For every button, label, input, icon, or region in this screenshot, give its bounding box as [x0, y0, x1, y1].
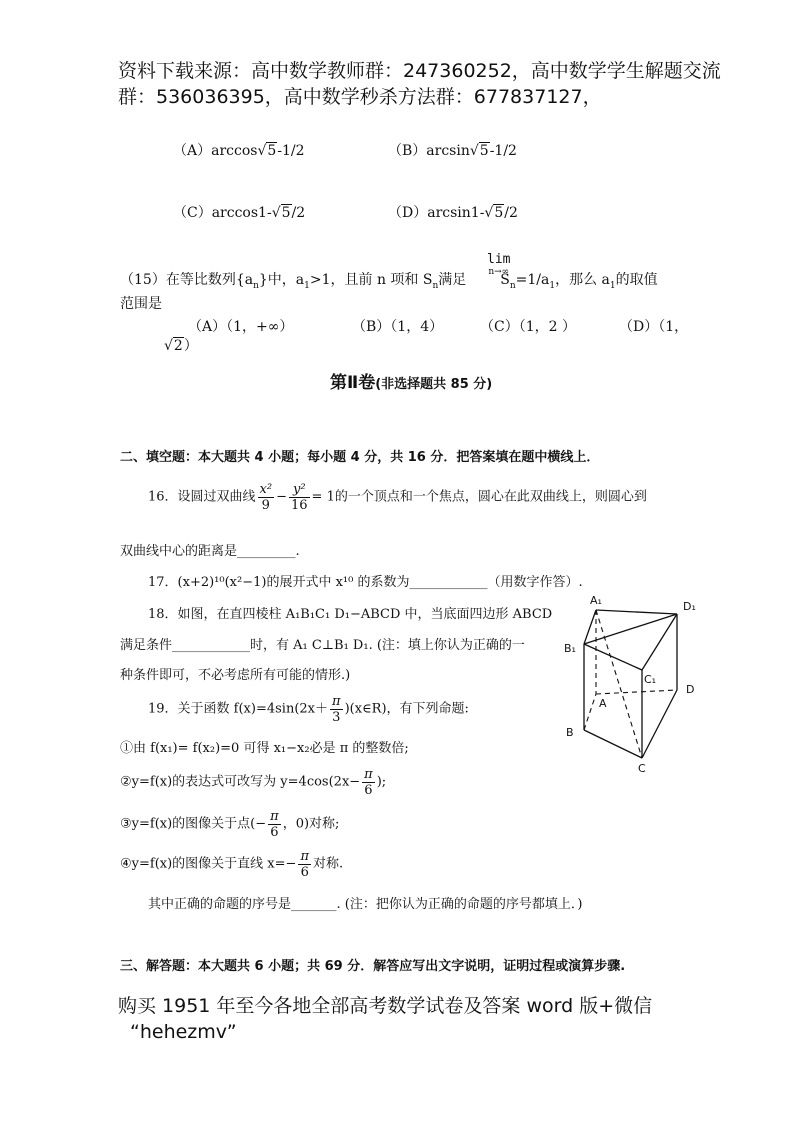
edge-c1d1	[642, 614, 677, 670]
footer-line-1: 购买 1951 年至今各地全部高考数学试卷及答案 word 版+微信	[118, 995, 653, 1017]
section2-heading: 二、填空题：本大题共 4 小题；每小题 4 分，共 16 分．把答案填在题中横线上．	[120, 450, 600, 465]
edge-a1d1	[596, 610, 677, 614]
sqrt-symbol: √	[484, 205, 494, 221]
q19-stem: 19．关于函数 f(x)=4sin(2x＋ $\frac{\pi}{3}$ )(x∈R)，有下列命题:	[148, 694, 469, 725]
part2-title: 第Ⅱ卷(非选择题共 85 分)	[330, 373, 493, 393]
q19-item-3: ③y=f(x)的图像关于点(− $\frac{\pi}{6}$ ，0)对称;	[120, 809, 340, 840]
q14-option-b: （B）arcsin√5-1/2	[388, 143, 517, 159]
fraction: $\frac{\pi}{3}$	[332, 694, 341, 725]
sqrt-symbol: √	[469, 143, 479, 159]
label-a1: A₁	[590, 594, 602, 607]
label-d1: D₁	[683, 600, 696, 613]
header-line-2: 群：536036395，高中数学秒杀方法群：677837127，	[118, 86, 602, 108]
q18-line-3: 种条件即可，不必考虑所有可能的情形.)	[120, 668, 351, 683]
q15-limit: lim n→∞	[487, 252, 511, 277]
q18-line-1: 18．如图，在直四棱柱 A₁B₁C₁ D₁−ABCD 中，当底面四边形 ABCD	[148, 607, 553, 622]
sqrt-symbol: √	[257, 143, 267, 159]
q17-text: 17．(x+2)¹⁰(x²−1)的展开式中 x¹⁰ 的系数为____________（用数字作答）.	[148, 575, 583, 590]
edge-ad-hidden	[596, 690, 677, 694]
q16-line-2: 双曲线中心的距离是_________.	[120, 544, 300, 559]
q15-option-d: （D）（1，	[619, 319, 689, 335]
prism-figure	[560, 590, 710, 775]
sqrt-symbol: √	[271, 205, 281, 221]
edge-a1b1	[584, 610, 596, 644]
q15-option-a: （A）（1，+∞）	[188, 319, 294, 335]
q15-option-d-cont: √2）	[164, 338, 198, 354]
label-b: B	[566, 726, 574, 739]
q19-item-2: ②y=f(x)的表达式可改写为 y=4cos(2x− $\frac{\pi}{6}$ );	[120, 767, 387, 798]
label-d: D	[686, 683, 695, 696]
label-c: C	[638, 762, 646, 775]
sqrt-symbol: √	[164, 338, 173, 354]
q19-item-4: ④y=f(x)的图像关于直线 x=− $\frac{\pi}{6}$ 对称.	[120, 849, 344, 880]
fraction: $\frac{\text{x²}}{9}$	[259, 482, 273, 513]
label-a: A	[599, 697, 607, 710]
q15-option-b: （B）（1，4）	[352, 319, 444, 335]
q15-line-2: 范围是	[120, 296, 162, 312]
fraction: $\frac{\text{y²}}{16}$	[291, 482, 308, 513]
edge-cd	[642, 690, 677, 758]
label-b1: B₁	[564, 642, 576, 655]
footer-line-2: “hehezmv”	[130, 1021, 237, 1043]
header-line-1: 资料下载来源：高中数学教师群：247360252，高中数学学生解题交流	[118, 60, 721, 82]
q14-option-c: （C）arccos1-√5/2	[173, 205, 306, 221]
fraction: $\frac{\pi}{6}$	[364, 767, 373, 798]
section3-heading: 三、解答题：本大题共 6 小题；共 69 分．解答应写出文字说明，证明过程或演算步骤.	[120, 959, 626, 974]
edge-bc	[584, 730, 642, 758]
q15-stem: （15）在等比数列$\{a_n\}$中，$a_1>1$，且前 n 项和 $S_n$满足 $S_n=1/a_1$，那么 $a_1$的取值	[120, 272, 658, 291]
q14-option-a: （A）arccos√5-1/2	[173, 143, 305, 159]
fraction: $\frac{\pi}{6}$	[300, 849, 309, 880]
q18-line-2: 满足条件____________时，有 A₁ C⊥B₁ D₁. (注：填上你认为正确的一	[120, 638, 525, 653]
q14-option-d: （D）arcsin1-√5/2	[388, 205, 518, 221]
label-c1: C₁	[644, 673, 657, 686]
q19-final: 其中正确的命题的序号是_______. (注：把你认为正确的命题的序号都填上．)	[148, 897, 583, 912]
q16-line-1: 16．设圆过双曲线 $\frac{\text{x²}}{9}$ − $\frac{\text{y²}}{16}$ = 1的一个顶点和一个焦点，圆心在此双曲线上，则圆心到	[148, 482, 647, 513]
q19-item-1: ①由 f(x₁)= f(x₂)=0 可得 x₁−x₂必是 π 的整数倍;	[120, 741, 409, 756]
q15-option-c: （C）（1，2 ）	[480, 319, 576, 335]
diagonal-b1d1	[584, 614, 677, 644]
fraction: $\frac{\pi}{6}$	[270, 809, 279, 840]
edge-ba-hidden	[584, 694, 596, 730]
